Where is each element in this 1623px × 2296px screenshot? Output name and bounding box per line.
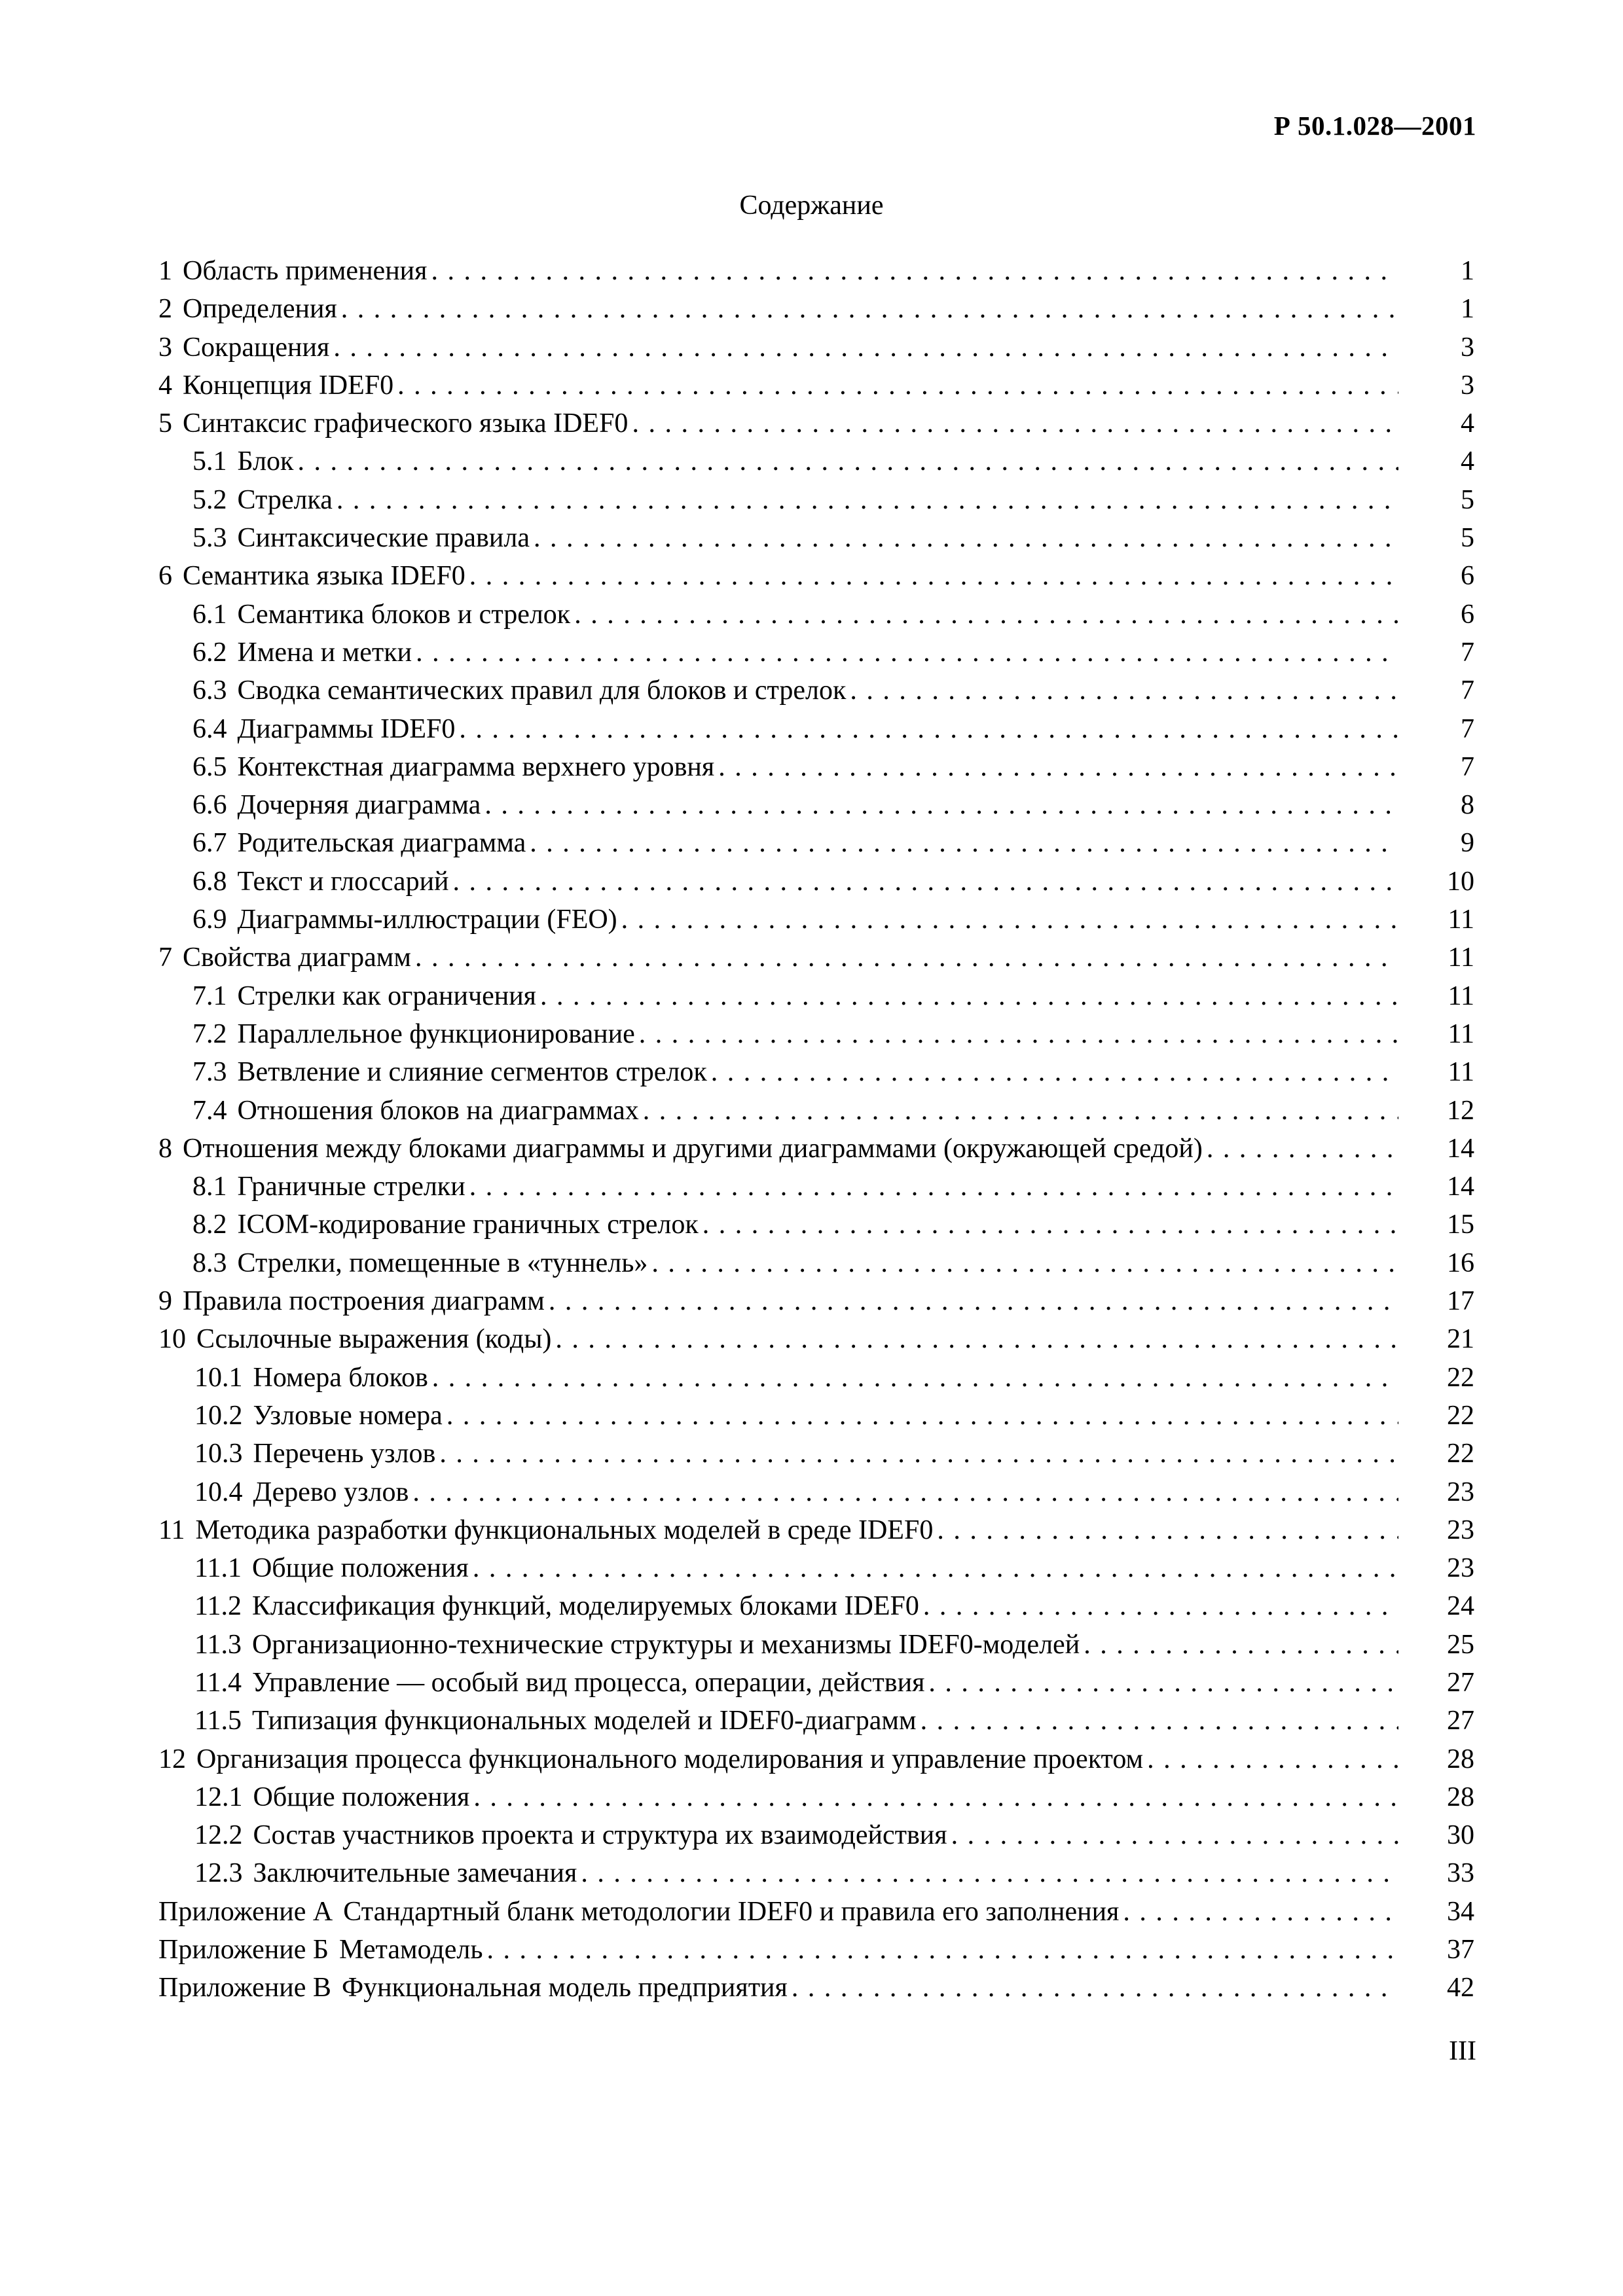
toc-dot-leader [397, 367, 1398, 404]
toc-entry [158, 710, 1474, 748]
toc-dot-leader [297, 442, 1398, 480]
toc-dot-leader [1123, 1893, 1398, 1931]
toc-entry-title: Заключительные замечания [253, 1858, 577, 1889]
toc-entry [158, 1969, 1474, 2007]
toc-entry-number: 10 [158, 1324, 186, 1355]
toc-dot-leader [1084, 1626, 1398, 1664]
toc-entry [158, 1816, 1474, 1854]
toc-entry-number: Приложение А [158, 1896, 333, 1927]
toc-entry [158, 1282, 1474, 1320]
toc-entry-number: 8 [158, 1133, 172, 1164]
toc-dot-leader [1207, 1130, 1398, 1168]
toc-dot-leader [702, 1206, 1398, 1244]
toc-entry-title: Контекстная диаграмма верхнего уровня [237, 751, 715, 782]
toc-entry-number: 5.2 [192, 484, 227, 515]
toc-entry-title: Сводка семантических правил для блоков и стрелок [237, 675, 847, 706]
toc-dot-leader [469, 557, 1398, 595]
toc-entry [158, 1854, 1474, 1892]
toc-entry-page: 5 [1461, 484, 1474, 515]
toc-entry-page: 42 [1447, 1973, 1474, 2003]
toc-entry [158, 824, 1474, 862]
toc-entry-title: Ветвление и слияние сегментов стрелок [237, 1057, 707, 1088]
toc-entry-title: Параллельное функционирование [237, 1018, 635, 1049]
toc-entry-title: Свойства диаграмм [183, 942, 411, 973]
toc-entry-title: Семантика языка IDEF0 [183, 561, 465, 592]
toc-entry-page: 1 [1461, 256, 1474, 286]
toc-dot-leader [473, 1778, 1398, 1816]
toc-entry [158, 1473, 1474, 1511]
toc-entry-number: Приложение Б [158, 1935, 329, 1965]
toc-entry-title: Граничные стрелки [237, 1172, 465, 1202]
toc-entry-page: 27 [1447, 1706, 1474, 1736]
toc-dot-leader [534, 519, 1398, 557]
toc-entry-title: Классификация функций, моделируемых блоками IDEF0 [251, 1591, 919, 1622]
toc-dot-leader [459, 710, 1398, 748]
toc-entry-page: 17 [1447, 1286, 1474, 1317]
toc-entry-number: 3 [158, 332, 172, 363]
toc-entry-page: 24 [1447, 1591, 1474, 1622]
toc-entry [158, 1587, 1474, 1625]
toc-dot-leader [639, 1015, 1398, 1053]
toc-entry-title: Общие положения [251, 1553, 469, 1584]
toc-entry-title: Организационно-технические структуры и механизмы IDEF0-моделей [251, 1629, 1080, 1660]
toc-dot-leader [415, 939, 1398, 977]
toc-entry-number: 1 [158, 256, 172, 286]
toc-entry-number: 6.7 [192, 828, 227, 859]
toc-dot-leader [923, 1587, 1398, 1625]
toc-entry-number: 11.1 [194, 1553, 242, 1584]
toc-dot-leader [453, 863, 1398, 901]
toc-entry-number: Приложение В [158, 1973, 331, 2003]
toc-entry-title: Методика разработки функциональных моделей в среде IDEF0 [195, 1515, 934, 1545]
toc-entry-number: 11.2 [194, 1591, 242, 1622]
toc-entry-title: Стрелки как ограничения [237, 980, 536, 1011]
toc-entry-title: Определения [183, 294, 337, 325]
toc-entry-number: 11.4 [194, 1667, 242, 1698]
toc-entry [158, 1549, 1474, 1587]
toc-entry [158, 404, 1474, 442]
toc-entry [158, 481, 1474, 519]
toc-entry-title: Дочерняя диаграмма [237, 790, 481, 821]
toc-entry-title: Область применения [183, 256, 428, 286]
toc-dot-leader [581, 1854, 1398, 1892]
toc-entry-page: 11 [1448, 1018, 1474, 1049]
toc-entry-page: 11 [1448, 1057, 1474, 1088]
toc-entry-title: Организация процесса функционального моделирования и управление проектом [196, 1744, 1144, 1774]
toc-entry [158, 519, 1474, 557]
toc-entry-number: 12.1 [194, 1782, 243, 1812]
toc-entry-page: 9 [1461, 828, 1474, 859]
toc-entry-title: Сокращения [183, 332, 330, 363]
toc-dot-leader [431, 252, 1398, 290]
toc-entry-page: 14 [1447, 1172, 1474, 1202]
toc-entry-page: 5 [1461, 523, 1474, 554]
toc-entry [158, 1206, 1474, 1244]
toc-entry-page: 8 [1461, 790, 1474, 821]
toc-entry-number: 11.3 [194, 1629, 242, 1660]
toc-entry-number: 10.3 [194, 1439, 243, 1469]
toc-entry-number: 12.2 [194, 1820, 243, 1851]
toc-entry-page: 34 [1447, 1896, 1474, 1927]
toc-dot-leader [341, 290, 1398, 328]
toc-entry-number: 7.1 [192, 980, 227, 1011]
toc-entry-page: 23 [1447, 1515, 1474, 1545]
toc-entry-title: Имена и метки [237, 637, 412, 668]
page-number: III [1449, 2036, 1476, 2066]
toc-entry [158, 1931, 1474, 1969]
toc-entry-title: Управление — особый вид процесса, операции, действия [251, 1667, 925, 1698]
toc-entry-number: 6.3 [192, 675, 227, 706]
toc-dot-leader [951, 1816, 1398, 1854]
toc-entry-number: 6.4 [192, 713, 227, 744]
toc-entry-title: Функциональная модель предприятия [341, 1973, 788, 2003]
toc-entry-number: 6.2 [192, 637, 227, 668]
toc-entry-number: 5.3 [192, 523, 227, 554]
toc-entry-page: 23 [1447, 1477, 1474, 1507]
toc-entry [158, 596, 1474, 634]
toc-entry-title: Общие положения [253, 1782, 470, 1812]
toc-entry-title: Блок [237, 446, 294, 477]
toc-entry-title: Номера блоков [253, 1362, 428, 1393]
toc-entry [158, 1015, 1474, 1053]
toc-entry-number: 6.6 [192, 790, 227, 821]
toc-entry-number: 11 [158, 1515, 185, 1545]
document-code: Р 50.1.028—2001 [1273, 111, 1476, 141]
toc-dot-leader [555, 1320, 1398, 1358]
toc-entry-page: 6 [1461, 561, 1474, 592]
toc-entry-number: 6.8 [192, 866, 227, 897]
toc-entry [158, 634, 1474, 672]
toc-entry [158, 1397, 1474, 1435]
toc-entry-title: Состав участников проекта и структура их взаимодействия [253, 1820, 947, 1851]
toc-entry-page: 11 [1448, 942, 1474, 973]
toc-entry-page: 22 [1447, 1400, 1474, 1431]
toc-entry-page: 15 [1447, 1210, 1474, 1240]
toc-dot-leader [447, 1397, 1398, 1435]
toc-entry-page: 16 [1447, 1247, 1474, 1278]
toc-dot-leader [337, 481, 1398, 519]
toc-entry-page: 14 [1447, 1133, 1474, 1164]
toc-entry-title: Диаграммы-иллюстрации (FEO) [237, 905, 617, 935]
toc-entry-number: 9 [158, 1286, 172, 1317]
toc-entry [158, 1778, 1474, 1816]
toc-dot-leader [416, 634, 1398, 672]
toc-entry [158, 290, 1474, 328]
toc-entry-number: 7.4 [192, 1095, 227, 1126]
toc-entry-title: Стандартный бланк методологии IDEF0 и правила его заполнения [343, 1896, 1120, 1927]
toc-entry-number: 6.1 [192, 599, 227, 630]
toc-entry [158, 1664, 1474, 1702]
toc-dot-leader [792, 1969, 1398, 2007]
toc-entry-number: 12 [158, 1744, 186, 1774]
toc-entry-title: Метамодель [339, 1935, 483, 1965]
toc-entry-number: 2 [158, 294, 172, 325]
toc-entry-page: 4 [1461, 446, 1474, 477]
toc-entry [158, 1053, 1474, 1091]
toc-dot-leader [1147, 1740, 1398, 1778]
toc-entry-page: 11 [1448, 980, 1474, 1011]
toc-entry-page: 22 [1447, 1439, 1474, 1469]
toc-dot-leader [530, 824, 1398, 862]
toc-entry-title: Концепция IDEF0 [183, 370, 394, 401]
toc-entry-page: 28 [1447, 1744, 1474, 1774]
toc-entry-page: 10 [1447, 866, 1474, 897]
toc-entry-page: 12 [1447, 1095, 1474, 1126]
toc-dot-leader [540, 977, 1398, 1015]
toc-entry-number: 10.4 [194, 1477, 243, 1507]
toc-entry [158, 1359, 1474, 1397]
toc-entry [158, 939, 1474, 977]
toc-entry-title: Семантика блоков и стрелок [237, 599, 571, 630]
toc-entry [158, 1702, 1474, 1740]
toc-entry-title: Ссылочные выражения (коды) [196, 1324, 552, 1355]
toc-entry-page: 23 [1447, 1553, 1474, 1584]
toc-dot-leader [574, 596, 1398, 634]
toc-dot-leader [928, 1664, 1398, 1702]
toc-entry-page: 7 [1461, 713, 1474, 744]
toc-entry-number: 5.1 [192, 446, 227, 477]
toc-entry-title: Диаграммы IDEF0 [237, 713, 456, 744]
toc-entry [158, 1893, 1474, 1931]
toc-dot-leader [473, 1549, 1398, 1587]
toc-entry-number: 5 [158, 408, 172, 439]
toc-entry-page: 3 [1461, 370, 1474, 401]
toc-dot-leader [711, 1053, 1398, 1091]
toc-entry-number: 7.3 [192, 1057, 227, 1088]
toc-dot-leader [621, 901, 1398, 939]
toc-entry [158, 1740, 1474, 1778]
toc-entry-page: 7 [1461, 637, 1474, 668]
toc-entry-title: Стрелки, помещенные в «туннель» [237, 1247, 648, 1278]
toc-entry [158, 863, 1474, 901]
toc-dot-leader [651, 1244, 1398, 1282]
toc-entry [158, 1320, 1474, 1358]
toc-entry-page: 3 [1461, 332, 1474, 363]
toc-dot-leader [718, 748, 1398, 786]
toc-entry-page: 27 [1447, 1667, 1474, 1698]
toc-entry-number: 8.3 [192, 1247, 227, 1278]
toc-title: Содержание [739, 190, 884, 221]
toc-dot-leader [412, 1473, 1398, 1511]
toc-entry-title: Текст и глоссарий [237, 866, 449, 897]
toc-dot-leader [850, 672, 1398, 709]
toc-entry [158, 557, 1474, 595]
toc-entry [158, 1130, 1474, 1168]
toc-entry-number: 8.1 [192, 1172, 227, 1202]
toc-entry-title: Дерево узлов [253, 1477, 409, 1507]
toc-entry [158, 786, 1474, 824]
toc-entry-number: 12.3 [194, 1858, 243, 1889]
toc-dot-leader [643, 1092, 1398, 1130]
toc-entry [158, 977, 1474, 1015]
toc-entry [158, 1511, 1474, 1549]
toc-entry-page: 6 [1461, 599, 1474, 630]
toc-entry-page: 33 [1447, 1858, 1474, 1889]
toc-entry [158, 252, 1474, 290]
toc-entry-page: 28 [1447, 1782, 1474, 1812]
toc-entry-page: 1 [1461, 294, 1474, 325]
toc-entry-number: 7.2 [192, 1018, 227, 1049]
toc-entry-number: 6.9 [192, 905, 227, 935]
toc-dot-leader [333, 329, 1398, 367]
toc-entry-number: 11.5 [194, 1706, 242, 1736]
toc-dot-leader [937, 1511, 1398, 1549]
toc-entry-title: Узловые номера [253, 1400, 443, 1431]
toc-dot-leader [921, 1702, 1398, 1740]
toc-entry-page: 25 [1447, 1629, 1474, 1660]
toc-entry-page: 4 [1461, 408, 1474, 439]
toc-entry-number: 10.1 [194, 1362, 243, 1393]
toc-dot-leader [549, 1282, 1398, 1320]
toc-entry [158, 1244, 1474, 1282]
toc-entry-page: 30 [1447, 1820, 1474, 1851]
toc-entry-title: Отношения между блоками диаграммы и другими диаграммами (окружающей средой) [183, 1133, 1203, 1164]
toc-dot-leader [484, 786, 1398, 824]
toc-entry-title: ICOM-кодирование граничных стрелок [237, 1210, 699, 1240]
toc-entry-title: Синтаксис графического языка IDEF0 [183, 408, 629, 439]
toc-entry-number: 6.5 [192, 751, 227, 782]
toc-entry-title: Синтаксические правила [237, 523, 530, 554]
toc-entry-title: Отношения блоков на диаграммах [237, 1095, 639, 1126]
toc-entry-page: 7 [1461, 751, 1474, 782]
toc-entry-page: 7 [1461, 675, 1474, 706]
toc-entry-title: Перечень узлов [253, 1439, 436, 1469]
toc-entry-title: Родительская диаграмма [237, 828, 526, 859]
toc-dot-leader [469, 1168, 1398, 1206]
toc-entry-page: 37 [1447, 1935, 1474, 1965]
toc-entry-page: 22 [1447, 1362, 1474, 1393]
toc-entry-title: Правила построения диаграмм [183, 1286, 545, 1317]
toc-entry-number: 8.2 [192, 1210, 227, 1240]
toc-dot-leader [439, 1435, 1398, 1473]
table-of-contents [158, 252, 1474, 2007]
toc-entry-page: 21 [1447, 1324, 1474, 1355]
toc-dot-leader [632, 404, 1398, 442]
toc-entry [158, 329, 1474, 367]
toc-dot-leader [486, 1931, 1398, 1969]
toc-entry-title: Стрелка [237, 484, 333, 515]
toc-entry-number: 6 [158, 561, 172, 592]
toc-entry-number: 10.2 [194, 1400, 243, 1431]
toc-entry-number: 7 [158, 942, 172, 973]
toc-entry [158, 1435, 1474, 1473]
toc-entry-page: 11 [1448, 905, 1474, 935]
toc-entry [158, 367, 1474, 404]
toc-entry [158, 442, 1474, 480]
toc-entry-number: 4 [158, 370, 172, 401]
toc-entry [158, 1626, 1474, 1664]
toc-entry [158, 748, 1474, 786]
toc-dot-leader [432, 1359, 1398, 1397]
toc-entry [158, 901, 1474, 939]
toc-entry [158, 1092, 1474, 1130]
toc-entry [158, 672, 1474, 709]
toc-entry [158, 1168, 1474, 1206]
toc-entry-title: Типизация функциональных моделей и IDEF0-диаграмм [251, 1706, 917, 1736]
